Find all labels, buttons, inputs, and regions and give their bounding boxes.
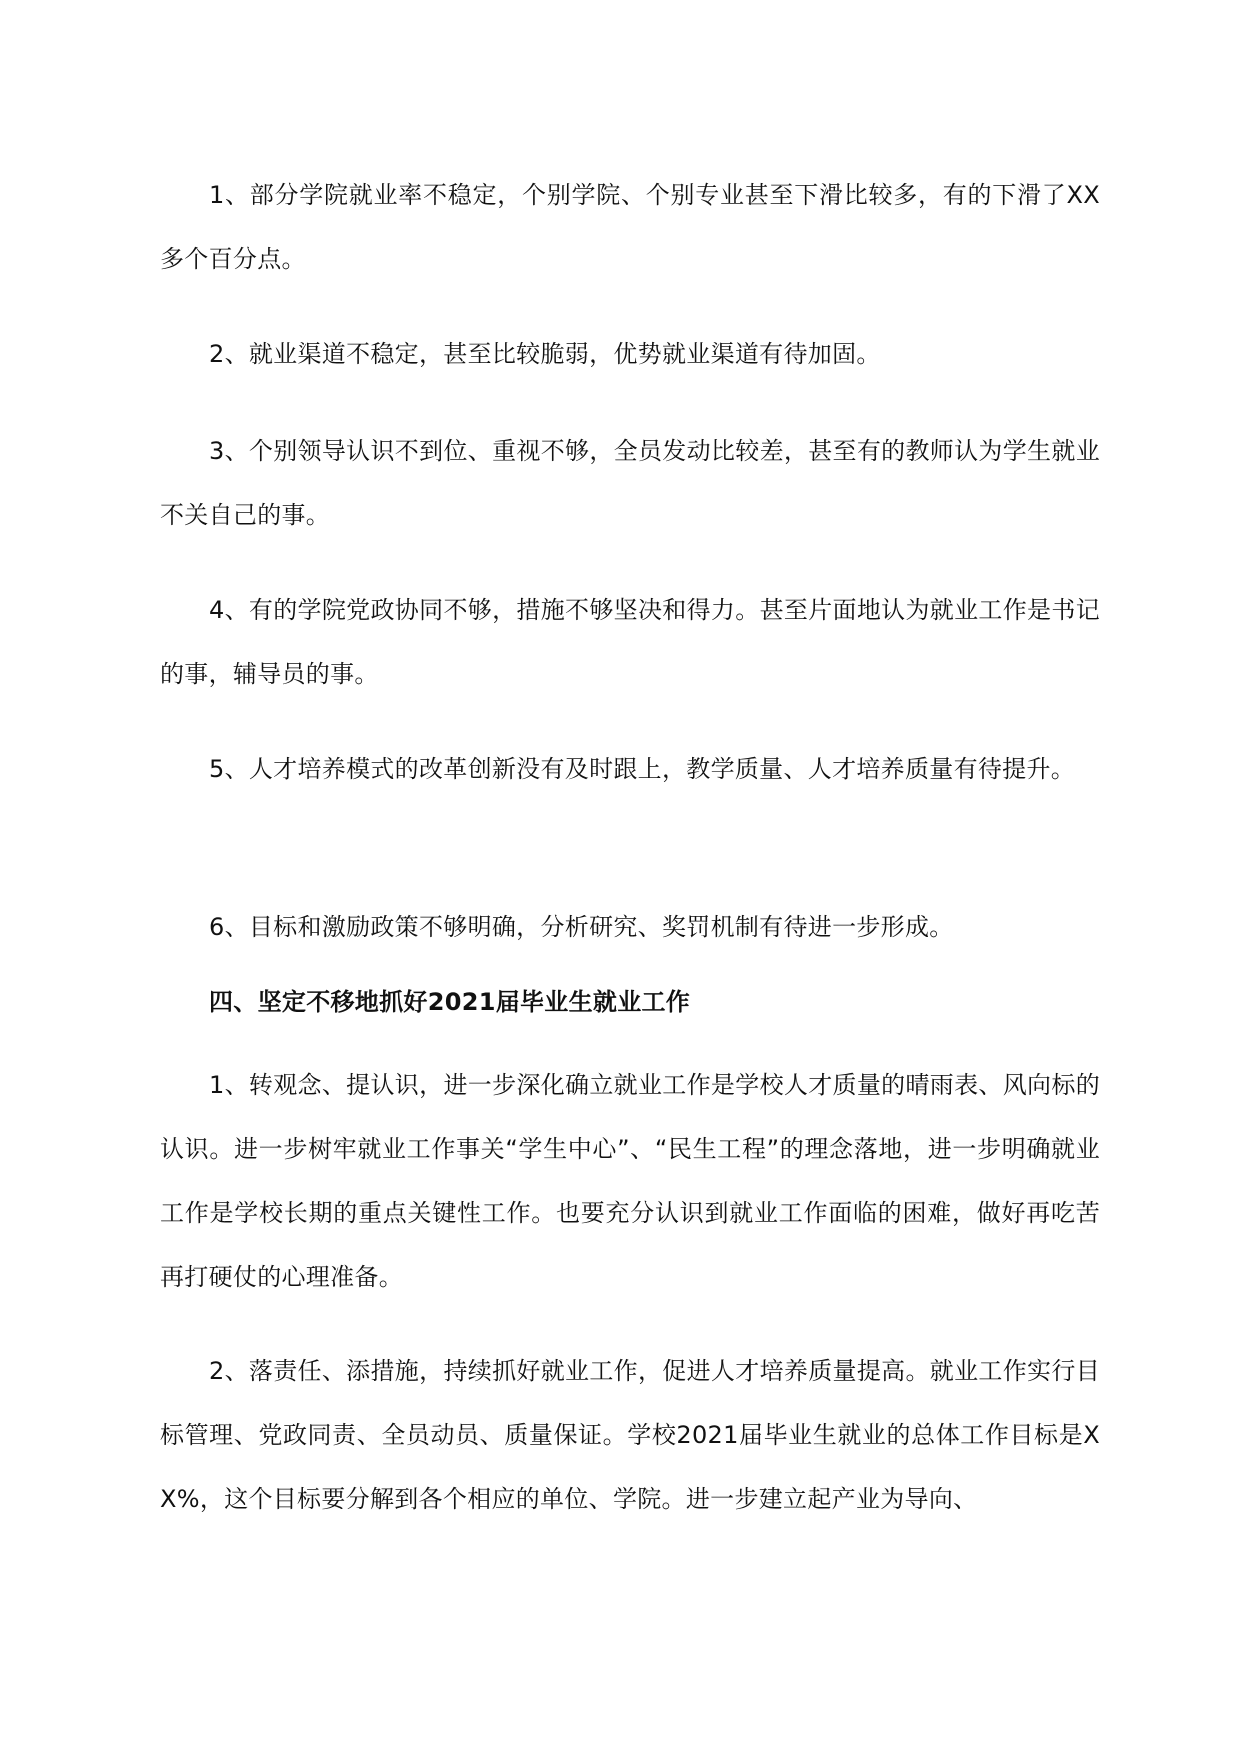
paragraph-issue-5: 5、人才培养模式的改革创新没有及时跟上，教学质量、人才培养质量有待提升。 [209, 755, 1076, 783]
paragraph-measure-2: 2、落责任、添措施，持续抓好就业工作，促进人才培养质量提高。就业工作实行目标管理、党政同责、全员动员、质量保证。学校2021届毕业生就业的总体工作目标是XX%，这个目标要分解到各个相应的单位、学院。进一步建立起产业为导向、 [160, 1357, 1100, 1513]
section-heading: 四、坚定不移地抓好2021届毕业生就业工作 [209, 988, 691, 1016]
paragraph-issue-1: 1、部分学院就业率不稳定，个别学院、个别专业甚至下滑比较多，有的下滑了XX多个百分点。 [160, 181, 1100, 273]
paragraph-issue-4: 4、有的学院党政协同不够，措施不够坚决和得力。甚至片面地认为就业工作是书记的事，辅导员的事。 [160, 596, 1100, 688]
paragraph-issue-2: 2、就业渠道不稳定，甚至比较脆弱，优势就业渠道有待加固。 [209, 340, 881, 368]
paragraph-issue-3: 3、个别领导认识不到位、重视不够，全员发动比较差，甚至有的教师认为学生就业不关自己的事。 [160, 437, 1100, 529]
paragraph-issue-6: 6、目标和激励政策不够明确，分析研究、奖罚机制有待进一步形成。 [209, 913, 954, 941]
paragraph-measure-1: 1、转观念、提认识，进一步深化确立就业工作是学校人才质量的晴雨表、风向标的认识。进一步树牢就业工作事关“学生中心”、“民生工程”的理念落地，进一步明确就业工作是学校长期的重点关键性工作。也要充分认识到就业工作面临的困难，做好再吃苦再打硬仗的心理准备。 [160, 1071, 1100, 1291]
